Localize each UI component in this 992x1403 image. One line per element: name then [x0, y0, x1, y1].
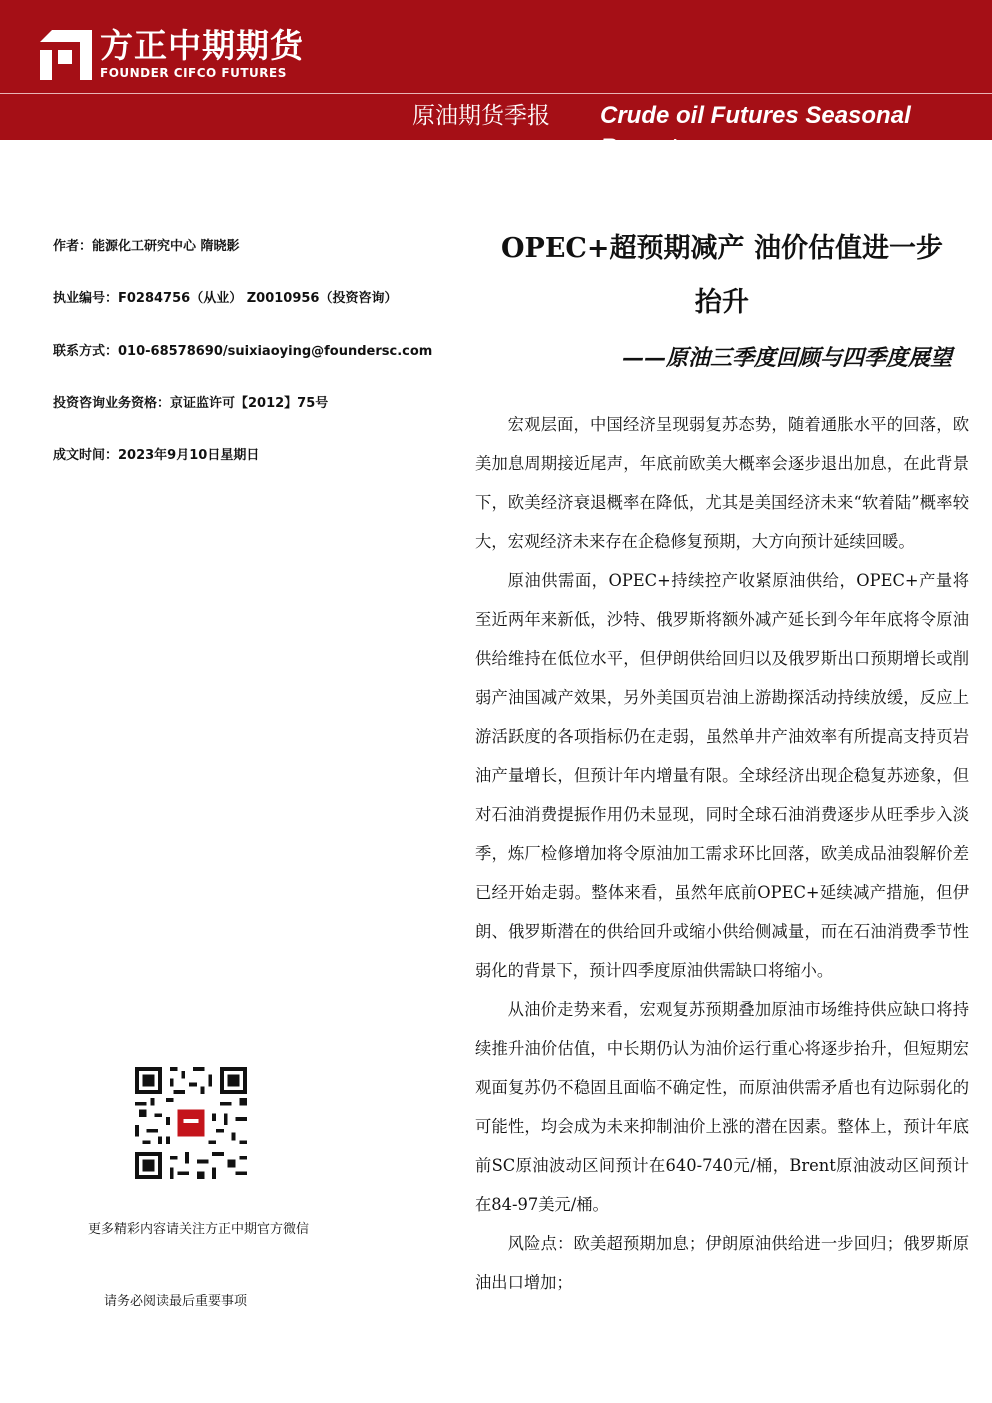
- title-line-1: OPEC+超预期减产 油价估值进一步: [501, 233, 943, 264]
- license-line: 执业编号：F0284756（从业） Z0010956（投资咨询）: [53, 291, 398, 306]
- paragraph-macro: 宏观层面，中国经济呈现弱复苏态势，随着通胀水平的回落，欧美加息周期接近尾声，年底前欧美大概率会逐步退出加息，在此背景下，欧美经济衰退概率在降低，尤其是美国经济未来“软着陆”概率较大，宏观经济未来存在企稳修复预期，大方向预计延续回暖。: [475, 415, 969, 551]
- report-body: [475, 405, 969, 1302]
- title-line-2: 抬升: [695, 287, 749, 318]
- contact-line: 联系方式：010-68578690/suixiaoying@foundersc.com: [53, 344, 433, 359]
- founder-logo-icon: [40, 30, 92, 80]
- author-line: 作者：能源化工研究中心 隋晓影: [53, 239, 240, 254]
- report-header: [0, 0, 992, 161]
- paragraph-price-outlook: 从油价走势来看，宏观复苏预期叠加原油市场维持供应缺口将持续推升油价估值，中长期仍认为油价运行重心将逐步抬升，但短期宏观面复苏仍不稳固且面临不确定性，而原油供需矛盾也有边际弱化的可能性，均会成为未来抑制油价上涨的潜在因素。整体上，预计年底前SC原油波动区间预计在640-740元/桶，Brent原油波动区间预计在84-97美元/桶。: [475, 1000, 969, 1214]
- report-type-en: Crude oil Futures Seasonal Report: [600, 102, 911, 161]
- qr-caption: 更多精彩内容请关注方正中期官方微信: [88, 1222, 310, 1237]
- report-type-cn: 原油期货季报: [412, 103, 550, 129]
- important-notice: 请务必阅读最后重要事项: [104, 1294, 248, 1309]
- header-divider: [0, 93, 992, 94]
- qualification-line: 投资咨询业务资格：京证监许可【2012】75号: [53, 396, 329, 411]
- report-subtitle: ——原油三季度回顾与四季度展望: [621, 345, 952, 371]
- wechat-qr-code-icon: [135, 1067, 247, 1179]
- report-title: [476, 222, 968, 330]
- brand-name-en: FOUNDER CIFCO FUTURES: [100, 66, 287, 80]
- brand-name-cn: 方正中期期货: [100, 26, 304, 65]
- paragraph-risks: 风险点：欧美超预期加息；伊朗原油供给进一步回归；俄罗斯原油出口增加；: [475, 1234, 969, 1292]
- paragraph-supply-demand: 原油供需面，OPEC+持续控产收紧原油供给，OPEC+产量将至近两年来新低，沙特、俄罗斯将额外减产延长到今年年底将令原油供给维持在低位水平，但伊朗供给回归以及俄罗斯出口预期增长或削弱产油国减产效果，另外美国页岩油上游勘探活动持续放缓，反应上游活跃度的各项指标仍在走弱，虽然单井产油效率有所提高支持页岩油产量增长，但预计年内增量有限。全球经济出现企稳复苏迹象，但对石油消费提振作用仍未显现，同时全球石油消费逐步从旺季步入淡季，炼厂检修增加将令原油加工需求环比回落，欧美成品油裂解价差已经开始走弱。整体来看，虽然年底前OPEC+延续减产措施，但伊朗、俄罗斯潜在的供给回升或缩小供给侧减量，而在石油消费季节性弱化的背景下，预计四季度原油供需缺口将缩小。: [475, 571, 969, 980]
- date-line: 成文时间：2023年9月10日星期日: [53, 448, 260, 463]
